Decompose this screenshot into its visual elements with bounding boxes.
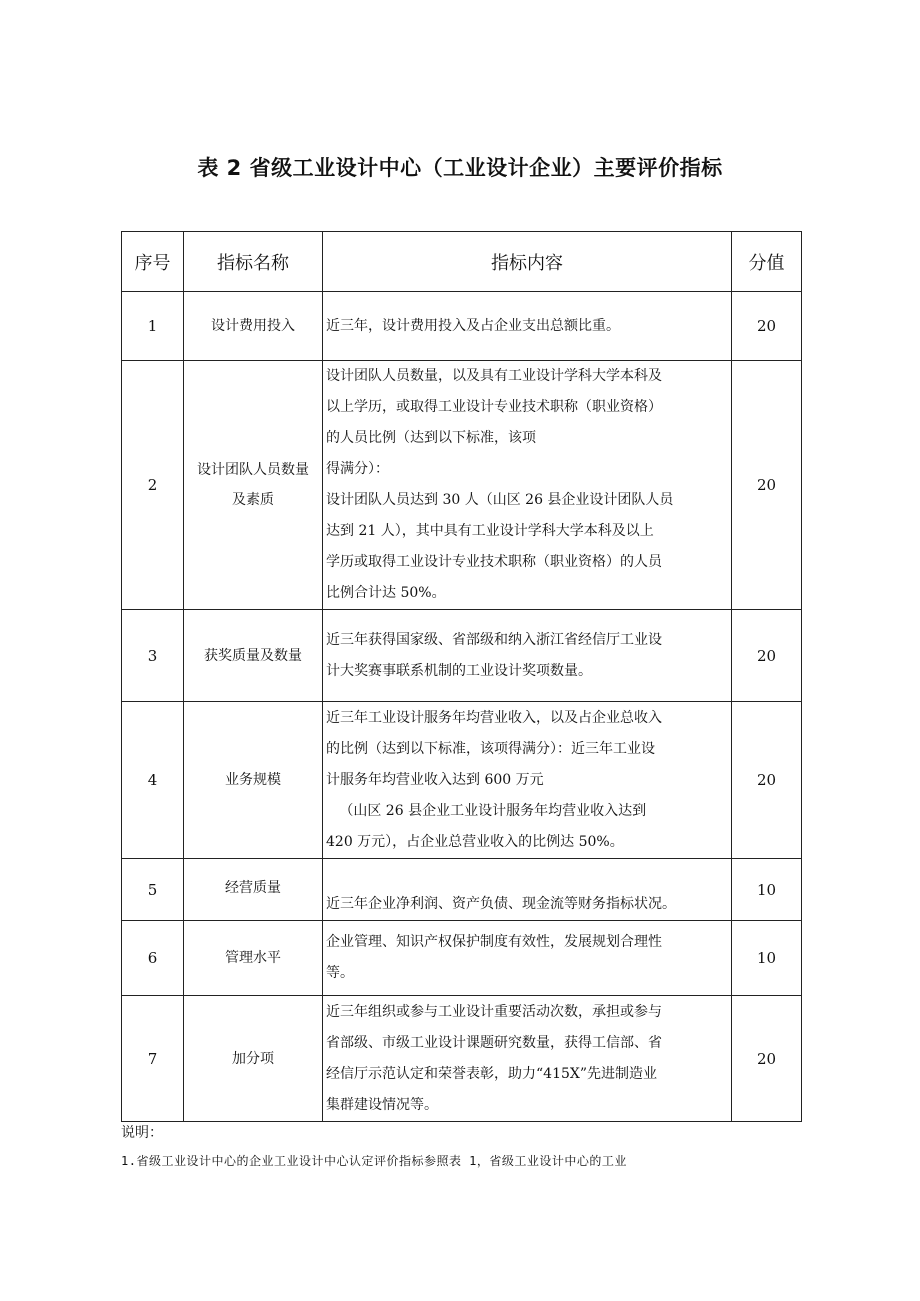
- row-name: 经营质量: [184, 859, 323, 921]
- row-score: 20: [732, 292, 802, 361]
- row-content: 近三年，设计费用投入及占企业支出总额比重。: [323, 292, 732, 361]
- row-score: 20: [732, 702, 802, 859]
- table-row: [122, 921, 802, 996]
- notes-label: 说明：: [121, 1125, 163, 1141]
- row-content: 近三年组织或参与工业设计重要活动次数，承担或参与 省部级、市级工业设计课题研究数量，获得工信部、省 经信厅示范认定和荣誉表彰，助力“415X”先进制造业 集群建设情况等。: [323, 996, 732, 1122]
- row-content: 近三年工业设计服务年均营业收入，以及占企业总收入 的比例（达到以下标准，该项得满分）：近三年工业设 计服务年均营业收入达到 600 万元 （山区 26 县企业工业设计服务年均营业收入达到 420 万元），占企业总营业收入的比例达 50%。: [323, 702, 732, 859]
- row-score: 20: [732, 610, 802, 702]
- row-name: 管理水平: [184, 921, 323, 996]
- row-name: 业务规模: [184, 702, 323, 859]
- row-score: 20: [732, 996, 802, 1122]
- table-row: [122, 361, 802, 610]
- row-score: 10: [732, 859, 802, 921]
- row-num: 5: [122, 859, 184, 921]
- header-content: 指标内容: [323, 232, 732, 292]
- row-name: 设计费用投入: [184, 292, 323, 361]
- row-num: 3: [122, 610, 184, 702]
- header-num: 序号: [122, 232, 184, 292]
- row-name: 加分项: [184, 996, 323, 1122]
- table-row: [122, 996, 802, 1122]
- header-score: 分值: [732, 232, 802, 292]
- row-num: 2: [122, 361, 184, 610]
- table-header-row: [122, 232, 802, 292]
- row-name: 设计团队人员数量 及素质: [184, 361, 323, 610]
- row-content: 近三年企业净利润、资产负债、现金流等财务指标状况。: [323, 859, 732, 921]
- row-num: 6: [122, 921, 184, 996]
- table-row: [122, 702, 802, 859]
- row-score: 10: [732, 921, 802, 996]
- row-num: 1: [122, 292, 184, 361]
- row-content: 企业管理、知识产权保护制度有效性，发展规划合理性 等。: [323, 921, 732, 996]
- row-num: 7: [122, 996, 184, 1122]
- page-title: 表 2 省级工业设计中心（工业设计企业）主要评价指标: [197, 156, 723, 180]
- notes-line-1: 1.省级工业设计中心的企业工业设计中心认定评价指标参照表 1，省级工业设计中心的工业: [121, 1154, 627, 1168]
- row-num: 4: [122, 702, 184, 859]
- row-content: 设计团队人员数量，以及具有工业设计学科大学本科及 以上学历，或取得工业设计专业技术职称（职业资格） 的人员比例（达到以下标准，该项 得满分）： 设计团队人员达到 30 人（山区 26 县企业设计团队人员 达到 21 人），其中具有工业设计学科大学本科及以上 学历或取得工业设计专业技术职称（职业资格）的人员 比例合计达 50%。: [323, 361, 732, 610]
- header-name: 指标名称: [184, 232, 323, 292]
- row-score: 20: [732, 361, 802, 610]
- table-row: [122, 859, 802, 921]
- table-row: [122, 292, 802, 361]
- row-content: 近三年获得国家级、省部级和纳入浙江省经信厅工业设 计大奖赛事联系机制的工业设计奖项数量。: [323, 610, 732, 702]
- row-name: 获奖质量及数量: [184, 610, 323, 702]
- evaluation-table: [121, 231, 802, 1122]
- table-row: [122, 610, 802, 702]
